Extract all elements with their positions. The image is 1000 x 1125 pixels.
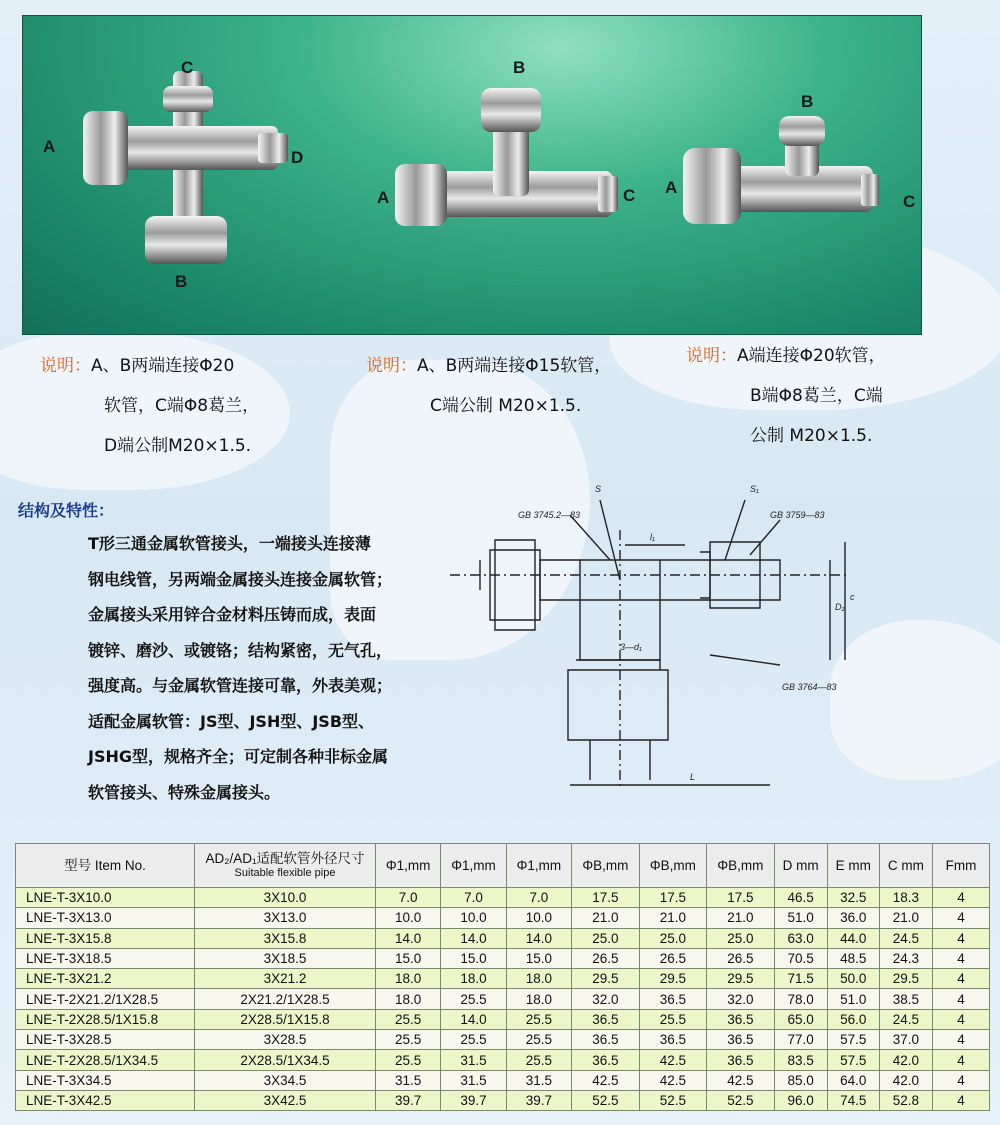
cell-value: 25.5 (441, 989, 506, 1009)
cell-value: 39.7 (441, 1090, 506, 1110)
label-a: A (665, 178, 678, 197)
cell-value: 36.0 (827, 908, 879, 928)
cell-value: 36.5 (707, 1009, 775, 1029)
cell-value: 21.0 (639, 908, 707, 928)
cell-value: 26.5 (639, 948, 707, 968)
cell-value: 10.0 (506, 908, 571, 928)
caption-3 (686, 336, 886, 456)
cell-value: 51.0 (827, 989, 879, 1009)
cell-value: 4 (933, 969, 990, 989)
label-gb3: GB 3764—83 (782, 682, 837, 692)
label-L: L (690, 772, 696, 782)
caption-line: 公制 M20×1.5. (750, 426, 873, 446)
cell-value: 31.5 (441, 1050, 506, 1070)
section-title: 结构及特性： (18, 501, 115, 520)
cell-value: 36.5 (572, 1030, 640, 1050)
cell-value: 32.5 (827, 888, 879, 908)
label-D1: D₁ (835, 602, 845, 612)
cell-value: 32.0 (707, 989, 775, 1009)
cell-pipe-size: 2X28.5/1X34.5 (195, 1050, 376, 1070)
cell-value: 21.0 (879, 908, 932, 928)
cell-value: 7.0 (441, 888, 506, 908)
table-row (16, 1050, 990, 1070)
cell-value: 15.0 (376, 948, 441, 968)
table-row (16, 1030, 990, 1050)
cell-value: 25.5 (639, 1009, 707, 1029)
cell-value: 42.0 (879, 1050, 932, 1070)
cell-value: 25.5 (506, 1009, 571, 1029)
table-header-row (16, 844, 990, 888)
header-model: 型号 Item No. (16, 844, 195, 888)
cell-pipe-size: 3X10.0 (195, 888, 376, 908)
caption-1 (40, 346, 259, 466)
tee-fitting (395, 88, 618, 226)
table-row (16, 1009, 990, 1029)
cell-model: LNE-T-3X21.2 (16, 969, 195, 989)
cell-value: 29.5 (879, 969, 932, 989)
table-row (16, 989, 990, 1009)
cell-value: 25.0 (639, 928, 707, 948)
caption-prefix: 说明： (40, 356, 91, 376)
cell-value: 17.5 (572, 888, 640, 908)
cell-value: 78.0 (774, 989, 827, 1009)
cell-value: 31.5 (441, 1070, 506, 1090)
cell-model: LNE-T-3X15.8 (16, 928, 195, 948)
cell-pipe-size: 3X15.8 (195, 928, 376, 948)
cell-value: 36.5 (572, 1050, 640, 1070)
fittings-illustration (23, 16, 921, 334)
cell-value: 46.5 (774, 888, 827, 908)
cell-value: 26.5 (707, 948, 775, 968)
label-d1: 3—d₁ (620, 642, 642, 652)
cell-value: 25.5 (376, 1009, 441, 1029)
cell-value: 52.5 (572, 1090, 640, 1110)
header-col: Fmm (933, 844, 990, 888)
cell-value: 26.5 (572, 948, 640, 968)
cell-value: 25.0 (572, 928, 640, 948)
table-row (16, 969, 990, 989)
cell-value: 25.5 (376, 1050, 441, 1070)
header-col: D mm (774, 844, 827, 888)
table-body (16, 888, 990, 1111)
caption-line: A端连接Φ20软管， (737, 346, 886, 366)
caption-line: A、B两端连接Φ15软管， (417, 356, 612, 376)
cell-value: 25.5 (376, 1030, 441, 1050)
cell-model: LNE-T-3X18.5 (16, 948, 195, 968)
cell-value: 17.5 (707, 888, 775, 908)
cell-pipe-size: 3X28.5 (195, 1030, 376, 1050)
cell-value: 42.5 (639, 1070, 707, 1090)
cell-value: 74.5 (827, 1090, 879, 1110)
description-line: 镀锌、磨沙、或镀铬；结构紧密，无气孔， (88, 640, 393, 660)
structure-description (88, 526, 438, 810)
cell-value: 7.0 (506, 888, 571, 908)
caption-line: B端Φ8葛兰，C端 (750, 386, 883, 406)
header-col: ΦB,mm (707, 844, 775, 888)
cell-value: 70.5 (774, 948, 827, 968)
cell-value: 48.5 (827, 948, 879, 968)
cell-value: 31.5 (376, 1070, 441, 1090)
cell-model: LNE-T-3X13.0 (16, 908, 195, 928)
cell-value: 18.0 (506, 969, 571, 989)
cell-model: LNE-T-3X10.0 (16, 888, 195, 908)
cell-value: 44.0 (827, 928, 879, 948)
cell-value: 36.5 (572, 1009, 640, 1029)
cell-value: 18.0 (376, 989, 441, 1009)
cell-value: 24.5 (879, 928, 932, 948)
cell-value: 4 (933, 1070, 990, 1090)
cell-value: 14.0 (376, 928, 441, 948)
cell-value: 4 (933, 948, 990, 968)
cell-value: 36.5 (639, 1030, 707, 1050)
cell-value: 25.5 (506, 1050, 571, 1070)
label-b: B (513, 58, 526, 77)
header-pipe-size (195, 844, 376, 888)
product-photo (22, 15, 922, 335)
caption-line: A、B两端连接Φ20 (91, 356, 235, 376)
cell-value: 85.0 (774, 1070, 827, 1090)
cell-value: 15.0 (441, 948, 506, 968)
label-c: C (903, 192, 916, 211)
cell-value: 36.5 (707, 1050, 775, 1070)
table-row (16, 1090, 990, 1110)
cell-value: 15.0 (506, 948, 571, 968)
table-row (16, 908, 990, 928)
label-c: C (181, 58, 194, 77)
cell-value: 24.5 (879, 1009, 932, 1029)
cell-value: 24.3 (879, 948, 932, 968)
cell-value: 96.0 (774, 1090, 827, 1110)
description-line: 适配金属软管：JS型、JSH型、JSB型、 (88, 711, 375, 731)
cell-value: 29.5 (572, 969, 640, 989)
cell-value: 4 (933, 908, 990, 928)
cell-value: 71.5 (774, 969, 827, 989)
cell-value: 39.7 (376, 1090, 441, 1110)
caption-2 (366, 346, 611, 426)
table-row (16, 1070, 990, 1090)
cell-value: 29.5 (639, 969, 707, 989)
table-row (16, 888, 990, 908)
cell-model: LNE-T-2X28.5/1X15.8 (16, 1009, 195, 1029)
header-col: E mm (827, 844, 879, 888)
cell-value: 50.0 (827, 969, 879, 989)
cell-value: 25.5 (441, 1030, 506, 1050)
cell-pipe-size: 2X28.5/1X15.8 (195, 1009, 376, 1029)
label-b: B (801, 92, 814, 111)
cell-pipe-size: 3X21.2 (195, 969, 376, 989)
cell-value: 29.5 (707, 969, 775, 989)
caption-line: 软管，C端Φ8葛兰， (104, 396, 260, 416)
caption-prefix: 说明： (686, 346, 737, 366)
label-l1: l₁ (650, 532, 655, 542)
cell-value: 56.0 (827, 1009, 879, 1029)
cell-value: 42.5 (707, 1070, 775, 1090)
header-col: ΦB,mm (572, 844, 640, 888)
cell-value: 10.0 (441, 908, 506, 928)
label-s1: S₁ (750, 484, 759, 494)
label-s: S (595, 484, 602, 494)
caption-prefix: 说明： (366, 356, 417, 376)
cell-value: 63.0 (774, 928, 827, 948)
cell-value: 77.0 (774, 1030, 827, 1050)
cell-value: 83.5 (774, 1050, 827, 1070)
cell-value: 32.0 (572, 989, 640, 1009)
cell-model: LNE-T-2X28.5/1X34.5 (16, 1050, 195, 1070)
cell-value: 52.5 (639, 1090, 707, 1110)
cell-value: 4 (933, 1009, 990, 1029)
label-a: A (43, 137, 56, 156)
description-line: 金属接头采用锌合金材料压铸而成，表面 (88, 605, 377, 624)
header-pipe-size-sub: Suitable flexible pipe (234, 866, 336, 879)
cell-value: 51.0 (774, 908, 827, 928)
cell-value: 52.8 (879, 1090, 932, 1110)
label-gb2: GB 3759—83 (770, 510, 825, 520)
cell-value: 36.5 (707, 1030, 775, 1050)
cell-pipe-size: 3X13.0 (195, 908, 376, 928)
cell-value: 39.7 (506, 1090, 571, 1110)
cell-model: LNE-T-3X28.5 (16, 1030, 195, 1050)
cell-value: 38.5 (879, 989, 932, 1009)
cell-value: 21.0 (707, 908, 775, 928)
label-d: D (291, 148, 304, 167)
cell-value: 36.5 (639, 989, 707, 1009)
header-col: Φ1,mm (376, 844, 441, 888)
cell-value: 4 (933, 1090, 990, 1110)
description-line: 软管接头、特殊金属接头。 (88, 782, 281, 802)
cell-value: 64.0 (827, 1070, 879, 1090)
cell-pipe-size: 3X34.5 (195, 1070, 376, 1090)
caption-line: D端公制M20×1.5. (104, 436, 252, 456)
header-col: ΦB,mm (639, 844, 707, 888)
cell-value: 4 (933, 1050, 990, 1070)
cell-pipe-size: 2X21.2/1X28.5 (195, 989, 376, 1009)
table-row (16, 928, 990, 948)
header-pipe-size-main: AD₂/AD₁适配软管外径尺寸 (205, 850, 365, 866)
cell-value: 52.5 (707, 1090, 775, 1110)
label-b: B (175, 272, 188, 291)
cell-value: 4 (933, 928, 990, 948)
cell-model: LNE-T-3X42.5 (16, 1090, 195, 1110)
cell-value: 25.0 (707, 928, 775, 948)
description-line: T形三通金属软管接头，一端接头连接薄 (88, 534, 371, 553)
angle-tee-fitting (683, 116, 879, 224)
caption-line: C端公制 M20×1.5. (430, 396, 582, 416)
cell-pipe-size: 3X42.5 (195, 1090, 376, 1110)
cell-value: 42.0 (879, 1070, 932, 1090)
cell-value: 65.0 (774, 1009, 827, 1029)
cell-value: 17.5 (639, 888, 707, 908)
cell-value: 57.5 (827, 1030, 879, 1050)
cell-value: 31.5 (506, 1070, 571, 1090)
label-c: C (623, 186, 636, 205)
table-row (16, 948, 990, 968)
cell-value: 18.3 (879, 888, 932, 908)
cell-value: 7.0 (376, 888, 441, 908)
cell-value: 10.0 (376, 908, 441, 928)
cell-value: 4 (933, 989, 990, 1009)
spec-table (15, 843, 990, 1111)
cell-value: 57.5 (827, 1050, 879, 1070)
label-c: c (850, 592, 855, 602)
header-col: C mm (879, 844, 932, 888)
cell-pipe-size: 3X18.5 (195, 948, 376, 968)
cell-value: 14.0 (441, 1009, 506, 1029)
cell-value: 42.5 (639, 1050, 707, 1070)
cell-model: LNE-T-2X21.2/1X28.5 (16, 989, 195, 1009)
cell-value: 37.0 (879, 1030, 932, 1050)
cell-value: 42.5 (572, 1070, 640, 1090)
cross-fitting (83, 71, 288, 264)
label-a: A (377, 188, 390, 207)
cell-value: 21.0 (572, 908, 640, 928)
technical-drawing (450, 470, 890, 800)
description-line: 强度高。与金属软管连接可靠，外表美观； (88, 676, 393, 695)
cell-value: 18.0 (506, 989, 571, 1009)
header-col: Φ1,mm (506, 844, 571, 888)
cell-value: 18.0 (376, 969, 441, 989)
cell-value: 14.0 (441, 928, 506, 948)
cell-value: 4 (933, 1030, 990, 1050)
description-line: 钢电线管，另两端金属接头连接金属软管； (88, 569, 393, 589)
cell-value: 25.5 (506, 1030, 571, 1050)
header-col: Φ1,mm (441, 844, 506, 888)
cell-value: 4 (933, 888, 990, 908)
description-line: JSHG型，规格齐全；可定制各种非标金属 (88, 747, 389, 766)
cell-value: 14.0 (506, 928, 571, 948)
label-gb1: GB 3745.2—83 (518, 510, 581, 520)
cell-model: LNE-T-3X34.5 (16, 1070, 195, 1090)
cell-value: 18.0 (441, 969, 506, 989)
